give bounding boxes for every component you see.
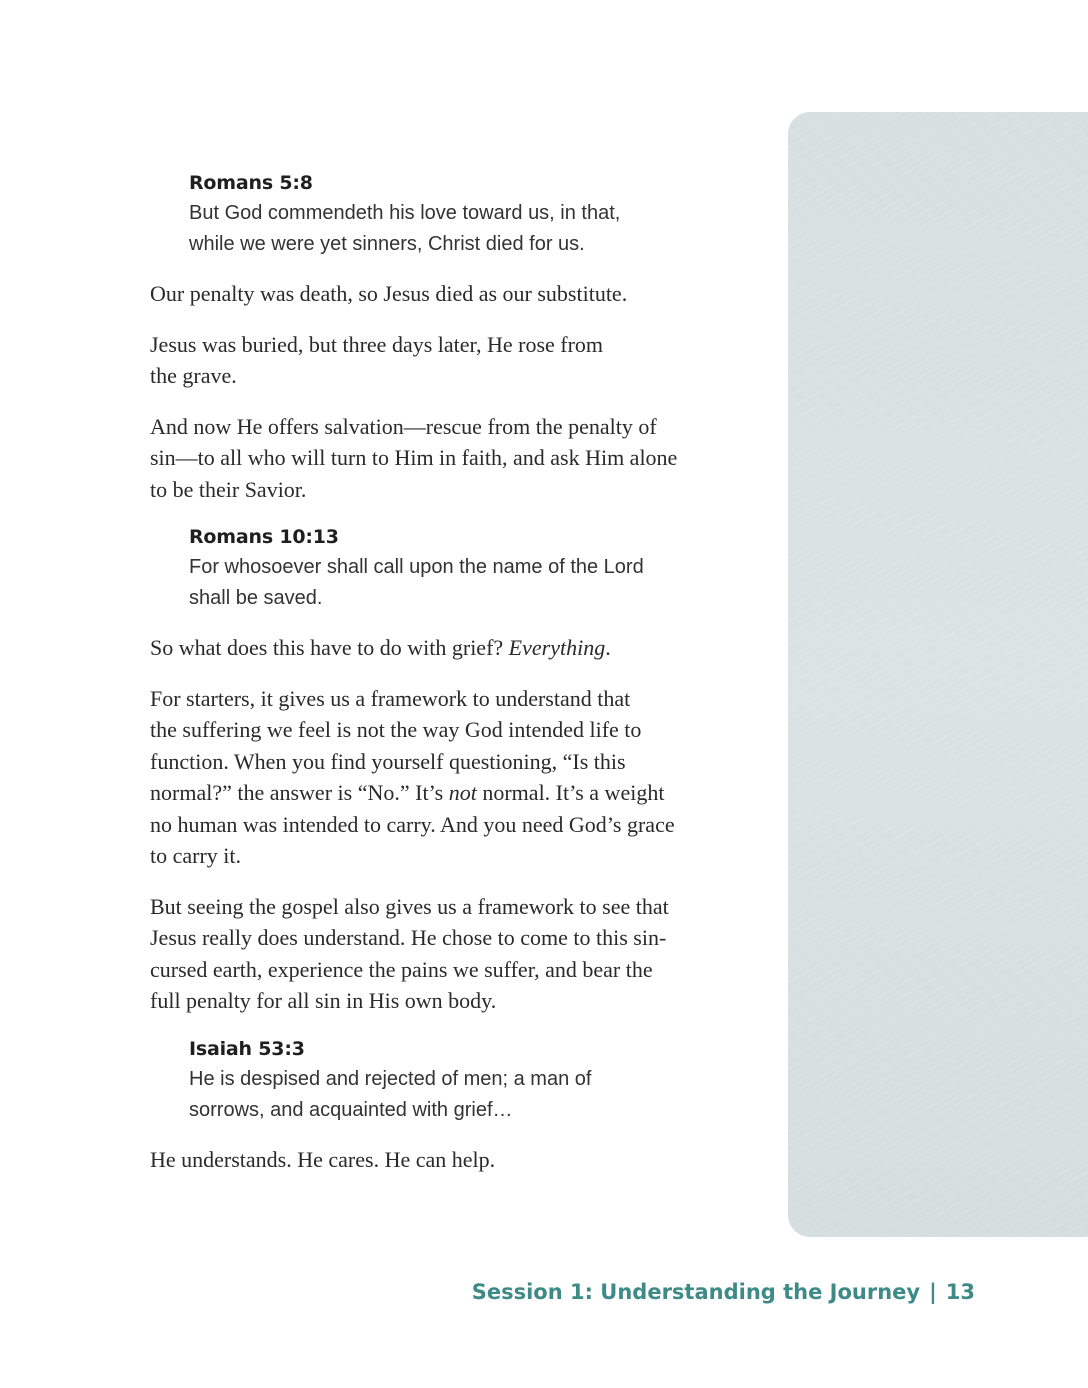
paragraph-line: Jesus was buried, but three days later, He rose from: [150, 331, 604, 357]
emphasis-text: Everything: [508, 635, 606, 660]
paragraph-line: cursed earth, experience the pains we suffer, and bear the: [150, 956, 653, 982]
scripture-line: while we were yet sinners, Christ died for us.: [189, 233, 585, 255]
scripture-line: shall be saved.: [189, 587, 323, 609]
scripture-block-romans-5-8: [189, 170, 750, 260]
paragraph-line: For starters, it gives us a framework to understand that: [150, 685, 631, 711]
scripture-line: For whosoever shall call upon the name of the Lord: [189, 556, 644, 578]
page-footer: [472, 1280, 975, 1304]
paragraph-line: the suffering we feel is not the way God intended life to: [150, 717, 642, 742]
text-run: normal. It’s a weight: [476, 780, 665, 805]
scripture-text: [189, 552, 750, 614]
scripture-line: But God commendeth his love toward us, in that,: [189, 202, 621, 224]
emphasis-text: not: [448, 780, 477, 805]
paragraph-line: He understands. He cares. He can help.: [150, 1146, 496, 1172]
page-number: 13: [945, 1280, 975, 1304]
paragraph: [150, 891, 750, 1017]
text-run: So what does this have to do with grief?: [150, 635, 509, 660]
scripture-block-isaiah-53-3: [189, 1036, 750, 1126]
scripture-text: [189, 198, 750, 260]
paragraph-line: to be their Savior.: [150, 476, 307, 502]
scripture-block-romans-10-13: [189, 524, 750, 614]
text-run: normal?” the answer is “No.” It’s: [150, 780, 449, 805]
scripture-reference: Romans 10:13: [189, 526, 339, 548]
paragraph: [150, 683, 750, 872]
scripture-reference: Isaiah 53:3: [189, 1037, 305, 1060]
paragraph-line: no human was intended to carry. And you need God’s grace: [150, 811, 675, 837]
scripture-text: [189, 1064, 750, 1126]
decorative-side-panel: [788, 112, 1088, 1237]
paragraph-line: full penalty for all sin in His own body.: [150, 988, 497, 1013]
paragraph-line: Our penalty was death, so Jesus died as our substitute.: [150, 281, 628, 306]
page-body: [150, 170, 750, 1175]
scripture-reference: Romans 5:8: [189, 172, 313, 194]
paragraph-line: function. When you find yourself questioning, “Is this: [150, 748, 626, 774]
paragraph-line: [150, 632, 750, 664]
paragraph-line: the grave.: [150, 363, 237, 388]
paragraph-line: [150, 777, 750, 809]
scripture-line: sorrows, and acquainted with grief…: [189, 1098, 513, 1121]
paragraph: [150, 632, 750, 664]
paragraph: [150, 411, 750, 506]
paragraph-line: Jesus really does understand. He chose to come to this sin-: [150, 925, 667, 950]
paragraph-line: sin—to all who will turn to Him in faith, and ask Him alone: [150, 445, 678, 470]
paragraph-line: And now He offers salvation—rescue from the penalty of: [150, 413, 657, 439]
session-title: Session 1: Understanding the Journey: [471, 1280, 921, 1304]
paragraph: [150, 329, 750, 392]
paragraph: [150, 278, 750, 310]
paragraph: [150, 1144, 750, 1176]
paragraph-line: But seeing the gospel also gives us a framework to see that: [150, 893, 669, 919]
text-run: .: [605, 635, 611, 660]
scripture-line: He is despised and rejected of men; a man of: [189, 1067, 592, 1090]
paragraph-line: to carry it.: [150, 843, 242, 868]
footer-separator: |: [929, 1280, 937, 1304]
